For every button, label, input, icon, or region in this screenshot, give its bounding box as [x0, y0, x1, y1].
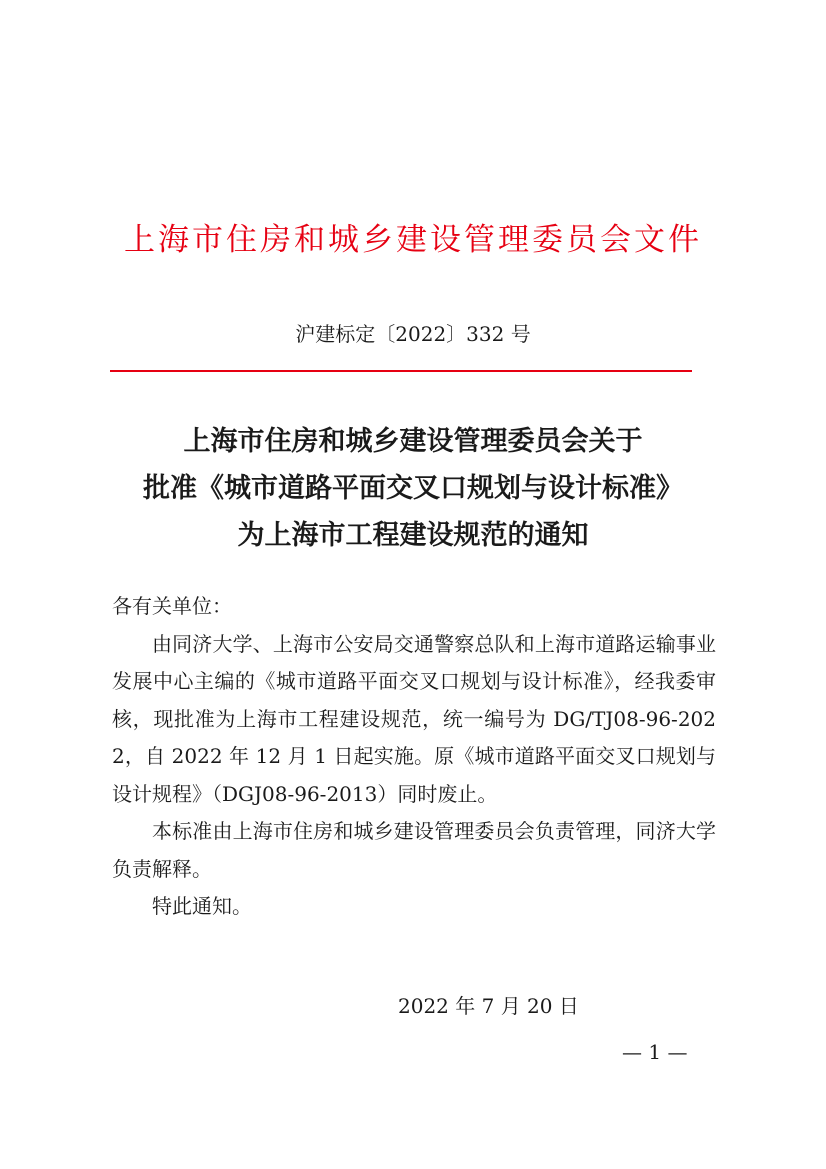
body-paragraph-3: 特此通知。: [152, 894, 252, 918]
document-number: 沪建标定〔2022〕332 号: [295, 322, 531, 346]
page-number: — 1 —: [622, 1040, 688, 1064]
body-paragraph-2: 本标准由上海市住房和城乡建设管理委员会负责管理，同济大学负责解释。: [112, 819, 716, 881]
agency-header-title: 上海市住房和城乡建设管理委员会文件: [124, 222, 702, 258]
document-title: [100, 418, 726, 559]
document-body: [112, 588, 716, 926]
red-divider: [110, 370, 692, 372]
issue-date: 2022 年 7 月 20 日: [398, 994, 579, 1018]
title-line-3: 为上海市工程建设规范的通知: [237, 520, 589, 551]
salutation: 各有关单位：: [112, 594, 232, 618]
body-paragraph-1: 由同济大学、上海市公安局交通警察总队和上海市道路运输事业发展中心主编的《城市道路平面交叉口规划与设计标准》，经我委审核，现批准为上海市工程建设规范，统一编号为 DG/TJ08-96-2022，自 2022 年 12 月 1 日起实施。原《城市道路平面交叉口规划与设计规程》（DGJ08-96-2013）同时废止。: [112, 631, 716, 806]
title-line-1: 上海市住房和城乡建设管理委员会关于: [183, 426, 643, 457]
title-line-2: 批准《城市道路平面交叉口规划与设计标准》: [143, 473, 683, 504]
